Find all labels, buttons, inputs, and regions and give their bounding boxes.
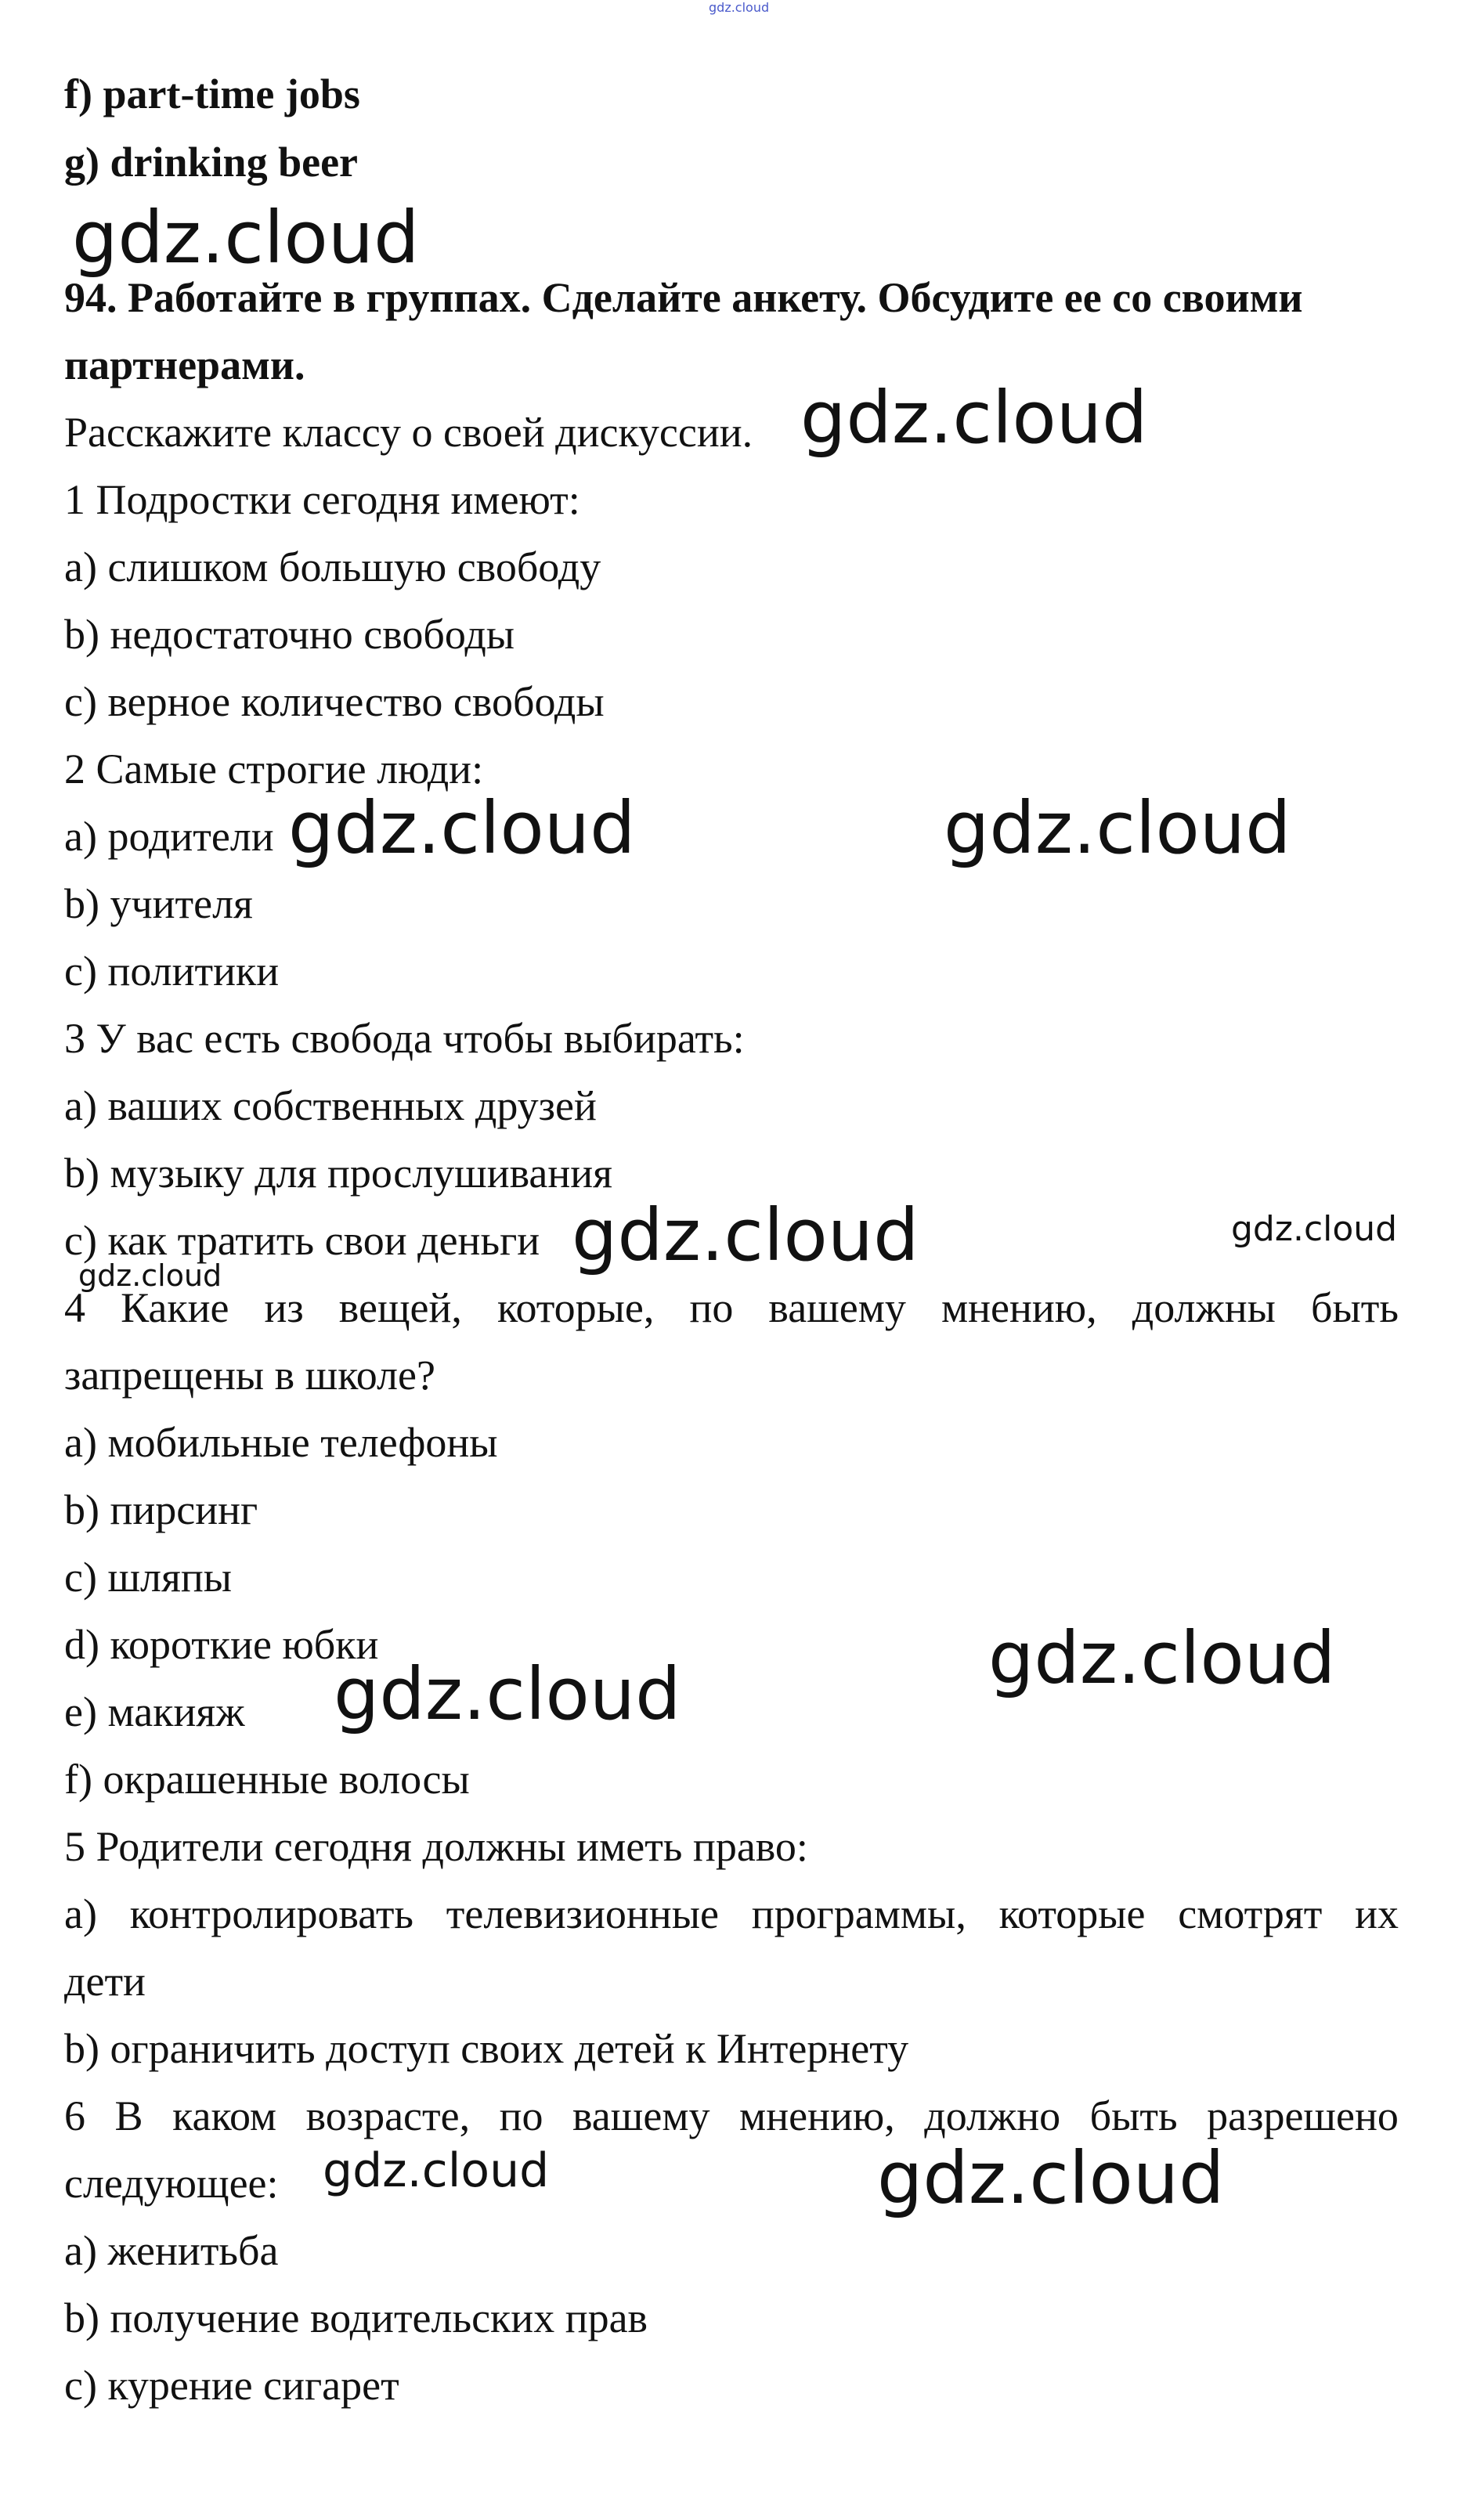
q4-word-4: вещей, bbox=[338, 1284, 462, 1331]
watermark-logo: gdz.cloud bbox=[709, 0, 770, 15]
q6-word-5: по bbox=[499, 2092, 543, 2139]
q4-word-6: по bbox=[689, 1284, 734, 1331]
q5-option-a-justified bbox=[64, 1889, 1399, 1939]
q4-option-f: f) окрашенные волосы bbox=[64, 1756, 470, 1803]
q6-option-c: c) курение сигарет bbox=[64, 2362, 399, 2409]
q5a-word-3: телевизионные bbox=[446, 1890, 719, 1937]
q5-option-a-cont: дети bbox=[64, 1958, 146, 2005]
q2-option-b: b) учителя bbox=[64, 880, 253, 927]
question-4-cont: запрещены в школе? bbox=[64, 1352, 435, 1399]
q4-option-b: b) пирсинг bbox=[64, 1486, 258, 1533]
question-4 bbox=[64, 1283, 1399, 1333]
q5a-word-4: программы, bbox=[751, 1890, 966, 1937]
exercise-94-heading: 94. Работайте в группах. Сделайте анкету. Обсудите ее со своими bbox=[64, 274, 1303, 321]
q6-word-6: вашему bbox=[572, 2092, 710, 2139]
watermark: gdz.cloud bbox=[877, 2136, 1225, 2220]
question-4-justified bbox=[64, 1283, 1399, 1333]
q6-word-8: должно bbox=[924, 2092, 1061, 2139]
q4-word-10: быть bbox=[1310, 1284, 1399, 1331]
q6-word-4: возрасте, bbox=[305, 2092, 471, 2139]
q6-word-3: каком bbox=[172, 2092, 277, 2139]
q1-option-a: a) слишком большую свободу bbox=[64, 543, 601, 590]
q4-word-3: из bbox=[264, 1284, 304, 1331]
watermark: gdz.cloud bbox=[288, 786, 636, 870]
q5-option-a bbox=[64, 1889, 1399, 1939]
instruction-text: Расскажите классу о своей дискуссии. bbox=[64, 409, 753, 456]
option-g-drinking-beer: g) drinking beer bbox=[64, 139, 359, 186]
q5a-word-6: смотрят bbox=[1178, 1890, 1323, 1937]
q1-option-b: b) недостаточно свободы bbox=[64, 611, 515, 658]
q6-word-1: 6 bbox=[64, 2092, 85, 2139]
q6-word-7: мнению, bbox=[739, 2092, 895, 2139]
q4-option-e: e) макияж bbox=[64, 1688, 245, 1735]
q5a-word-1: a) bbox=[64, 1890, 97, 1937]
q4-word-9: должны bbox=[1132, 1284, 1276, 1331]
watermark: gdz.cloud bbox=[1231, 1209, 1398, 1249]
watermark: gdz.cloud bbox=[944, 786, 1291, 870]
question-2: 2 Самые строгие люди: bbox=[64, 745, 484, 792]
watermark: gdz.cloud bbox=[72, 196, 420, 280]
question-6-justified bbox=[64, 2091, 1399, 2141]
question-5: 5 Родители сегодня должны иметь право: bbox=[64, 1823, 808, 1870]
watermark: gdz.cloud bbox=[988, 1616, 1336, 1700]
q2-option-c: c) политики bbox=[64, 948, 280, 995]
question-1: 1 Подростки сегодня имеют: bbox=[64, 476, 580, 523]
q4-word-5: которые, bbox=[496, 1284, 655, 1331]
q4-word-8: мнению, bbox=[941, 1284, 1097, 1331]
q4-word-7: вашему bbox=[768, 1284, 906, 1331]
option-f-part-time-jobs: f) part-time jobs bbox=[64, 70, 360, 117]
question-6-cont: следующее: bbox=[64, 2160, 279, 2207]
watermark: gdz.cloud bbox=[800, 376, 1148, 460]
q6-word-10: разрешено bbox=[1207, 2092, 1399, 2139]
q5a-word-7: их bbox=[1355, 1890, 1399, 1937]
watermark: gdz.cloud bbox=[572, 1193, 919, 1277]
watermark: gdz.cloud bbox=[334, 1652, 681, 1736]
q2-option-a: a) родители bbox=[64, 813, 274, 860]
q6-option-a: a) женитьба bbox=[64, 2227, 279, 2274]
q6-word-2: В bbox=[114, 2092, 143, 2139]
question-6 bbox=[64, 2091, 1399, 2141]
q3-option-b: b) музыку для прослушивания bbox=[64, 1150, 613, 1197]
q4-word-2: Какие bbox=[121, 1284, 229, 1331]
q3-option-a: a) ваших собственных друзей bbox=[64, 1082, 597, 1129]
q4-option-c: c) шляпы bbox=[64, 1554, 232, 1601]
q6-word-9: быть bbox=[1089, 2092, 1178, 2139]
q3-option-c: c) как тратить свои деньги bbox=[64, 1217, 540, 1264]
q4-option-a: a) мобильные телефоны bbox=[64, 1419, 498, 1466]
question-3: 3 У вас есть свобода чтобы выбирать: bbox=[64, 1015, 745, 1062]
q1-option-c: c) верное количество свободы bbox=[64, 678, 605, 725]
q4-option-d: d) короткие юбки bbox=[64, 1621, 379, 1668]
exercise-94-heading-cont: партнерами. bbox=[64, 341, 305, 388]
watermark: gdz.cloud bbox=[78, 1258, 222, 1293]
q4-word-1: 4 bbox=[64, 1284, 85, 1331]
q5-option-b: b) ограничить доступ своих детей к Интернету bbox=[64, 2025, 909, 2072]
watermark: gdz.cloud bbox=[323, 2143, 550, 2198]
q6-option-b: b) получение водительских прав bbox=[64, 2294, 648, 2341]
q5a-word-5: которые bbox=[998, 1890, 1146, 1937]
q5a-word-2: контролировать bbox=[129, 1890, 414, 1937]
